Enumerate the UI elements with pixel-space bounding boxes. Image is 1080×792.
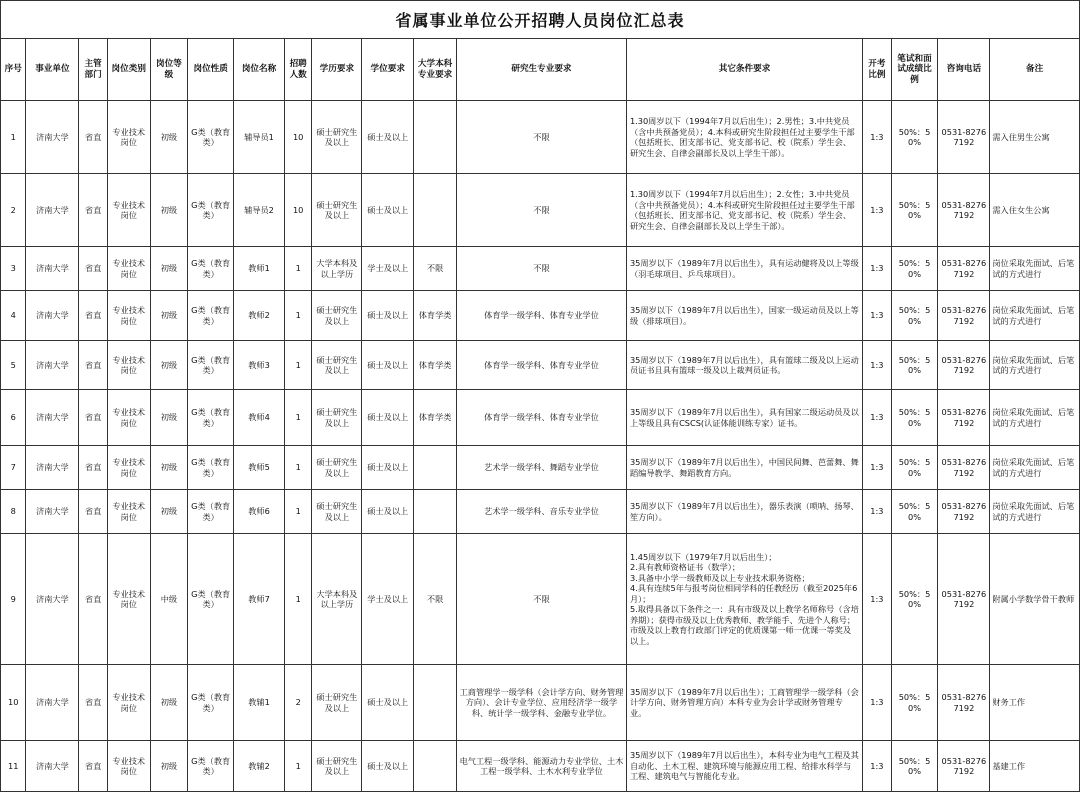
post-nature: G类（教育类） xyxy=(188,446,234,490)
condition-line: 35周岁以下（1989年7月以后出生），本科专业为电气工程及其自动化、土木工程、建筑环境与能源应用工程、给排水科学与工程、建筑电气与智能化专业。 xyxy=(629,750,859,782)
post-level: 初级 xyxy=(150,174,188,247)
remark: 基建工作 xyxy=(990,741,1080,792)
post-category: 专业技术岗位 xyxy=(107,741,150,792)
undergrad-major xyxy=(414,741,457,792)
condition-line: 4.具有连续5年与报考岗位相同学科的任教经历（截至2025年6月）； xyxy=(629,583,858,604)
contact-phone: 0531-82767192 xyxy=(938,390,990,446)
post-level: 初级 xyxy=(150,741,188,792)
department: 省直 xyxy=(79,390,108,446)
score-ratio: 50%：50% xyxy=(891,490,938,534)
exam-ratio: 1:3 xyxy=(863,174,892,247)
education-req: 硕士研究生及以上 xyxy=(312,741,362,792)
table-row xyxy=(1,174,1080,247)
exam-ratio: 1:3 xyxy=(863,390,892,446)
postgrad-major: 电气工程一级学科、能源动力专业学位、土木工程一级学科、土木水利专业学位 xyxy=(456,741,626,792)
unit-name: 济南大学 xyxy=(26,446,79,490)
other-conditions xyxy=(626,741,862,792)
header-cell: 研究生专业要求 xyxy=(456,39,626,101)
header-cell: 岗位性质 xyxy=(188,39,234,101)
exam-ratio: 1:3 xyxy=(863,534,892,665)
post-category: 专业技术岗位 xyxy=(107,247,150,291)
post-nature: G类（教育类） xyxy=(188,101,234,174)
post-name: 教师7 xyxy=(234,534,285,665)
hire-count: 10 xyxy=(284,174,311,247)
education-req: 硕士研究生及以上 xyxy=(312,341,362,390)
contact-phone: 0531-82767192 xyxy=(938,534,990,665)
post-name: 教师3 xyxy=(234,341,285,390)
post-category: 专业技术岗位 xyxy=(107,341,150,390)
post-category: 专业技术岗位 xyxy=(107,390,150,446)
header-cell: 开考比例 xyxy=(863,39,892,101)
unit-name: 济南大学 xyxy=(26,291,79,341)
hire-count: 1 xyxy=(284,446,311,490)
post-category: 专业技术岗位 xyxy=(107,174,150,247)
row-number: 10 xyxy=(1,665,26,741)
other-conditions xyxy=(626,534,862,665)
department: 省直 xyxy=(79,665,108,741)
education-req: 硕士研究生及以上 xyxy=(312,390,362,446)
header-cell: 学位要求 xyxy=(362,39,414,101)
remark: 财务工作 xyxy=(990,665,1080,741)
other-conditions xyxy=(626,390,862,446)
unit-name: 济南大学 xyxy=(26,247,79,291)
score-ratio: 50%：50% xyxy=(891,534,938,665)
hire-count: 1 xyxy=(284,741,311,792)
post-level: 中级 xyxy=(150,534,188,665)
degree-req: 学士及以上 xyxy=(362,247,414,291)
remark: 需入住女生公寓 xyxy=(990,174,1080,247)
header-cell: 其它条件要求 xyxy=(626,39,862,101)
postgrad-major: 不限 xyxy=(456,174,626,247)
hire-count: 1 xyxy=(284,490,311,534)
recruitment-table xyxy=(0,38,1080,792)
post-name: 教辅2 xyxy=(234,741,285,792)
post-nature: G类（教育类） xyxy=(188,247,234,291)
hire-count: 1 xyxy=(284,341,311,390)
undergrad-major xyxy=(414,490,457,534)
department: 省直 xyxy=(79,291,108,341)
post-category: 专业技术岗位 xyxy=(107,665,150,741)
education-req: 大学本科及以上学历 xyxy=(312,247,362,291)
condition-line: 35周岁以下（1989年7月以后出生），具有国家二级运动员及以上等级且具有CSCS(认证体能训练专家）证书。 xyxy=(629,407,859,428)
contact-phone: 0531-82767192 xyxy=(938,101,990,174)
postgrad-major: 艺术学一级学科、音乐专业学位 xyxy=(456,490,626,534)
post-level: 初级 xyxy=(150,446,188,490)
post-level: 初级 xyxy=(150,341,188,390)
unit-name: 济南大学 xyxy=(26,741,79,792)
undergrad-major: 体育学类 xyxy=(414,341,457,390)
exam-ratio: 1:3 xyxy=(863,101,892,174)
table-body xyxy=(1,101,1080,792)
unit-name: 济南大学 xyxy=(26,490,79,534)
education-req: 硕士研究生及以上 xyxy=(312,174,362,247)
condition-line: 5.取得具备以下条件之一：具有市级及以上教学名师称号（含培养期）；获得市级及以上优秀教师、教学能手、先进个人称号；市级及以上教育行政部门评定的优质课第一师一优课一等奖及以上。 xyxy=(629,604,859,646)
postgrad-major: 不限 xyxy=(456,247,626,291)
education-req: 大学本科及以上学历 xyxy=(312,534,362,665)
contact-phone: 0531-82767192 xyxy=(938,490,990,534)
table-row xyxy=(1,490,1080,534)
education-req: 硕士研究生及以上 xyxy=(312,665,362,741)
undergrad-major: 不限 xyxy=(414,247,457,291)
row-number: 5 xyxy=(1,341,26,390)
table-row xyxy=(1,446,1080,490)
post-nature: G类（教育类） xyxy=(188,534,234,665)
condition-line: 35周岁以下（1989年7月以后出生），中国民间舞、芭蕾舞、舞蹈编导教学、舞蹈教育方向。 xyxy=(629,457,859,478)
row-number: 4 xyxy=(1,291,26,341)
remark: 岗位采取先面试、后笔试的方式进行 xyxy=(990,247,1080,291)
remark: 附属小学数学骨干教师 xyxy=(990,534,1080,665)
post-nature: G类（教育类） xyxy=(188,341,234,390)
department: 省直 xyxy=(79,741,108,792)
condition-line: 35周岁以下（1989年7月以后出生），具有篮球二级及以上运动员证书且具有篮球一级及以上裁判员证书。 xyxy=(629,354,859,375)
exam-ratio: 1:3 xyxy=(863,341,892,390)
post-name: 教师6 xyxy=(234,490,285,534)
score-ratio: 50%：50% xyxy=(891,446,938,490)
hire-count: 2 xyxy=(284,665,311,741)
education-req: 硕士研究生及以上 xyxy=(312,101,362,174)
row-number: 1 xyxy=(1,101,26,174)
table-title: 省属事业单位公开招聘人员岗位汇总表 xyxy=(0,0,1080,38)
other-conditions xyxy=(626,665,862,741)
remark: 岗位采取先面试、后笔试的方式进行 xyxy=(990,490,1080,534)
row-number: 6 xyxy=(1,390,26,446)
post-name: 教师2 xyxy=(234,291,285,341)
score-ratio: 50%：50% xyxy=(891,390,938,446)
header-cell: 主管部门 xyxy=(79,39,108,101)
post-name: 教师5 xyxy=(234,446,285,490)
condition-line: 35周岁以下（1989年7月以后出生），国家一级运动员及以上等级（排球项目）。 xyxy=(629,305,859,326)
header-cell: 咨询电话 xyxy=(938,39,990,101)
table-row xyxy=(1,341,1080,390)
post-name: 教师4 xyxy=(234,390,285,446)
post-level: 初级 xyxy=(150,490,188,534)
score-ratio: 50%：50% xyxy=(891,101,938,174)
exam-ratio: 1:3 xyxy=(863,247,892,291)
undergrad-major: 不限 xyxy=(414,534,457,665)
contact-phone: 0531-82767192 xyxy=(938,174,990,247)
post-category: 专业技术岗位 xyxy=(107,101,150,174)
remark: 岗位采取先面试、后笔试的方式进行 xyxy=(990,291,1080,341)
postgrad-major: 体育学一级学科、体育专业学位 xyxy=(456,390,626,446)
row-number: 2 xyxy=(1,174,26,247)
row-number: 8 xyxy=(1,490,26,534)
unit-name: 济南大学 xyxy=(26,341,79,390)
remark: 需入住男生公寓 xyxy=(990,101,1080,174)
condition-line: 3.具备中小学一级教师及以上专业技术职务资格； xyxy=(629,572,810,583)
remark: 岗位采取先面试、后笔试的方式进行 xyxy=(990,390,1080,446)
post-level: 初级 xyxy=(150,665,188,741)
postgrad-major: 体育学一级学科、体育专业学位 xyxy=(456,291,626,341)
degree-req: 硕士及以上 xyxy=(362,741,414,792)
row-number: 7 xyxy=(1,446,26,490)
unit-name: 济南大学 xyxy=(26,101,79,174)
undergrad-major xyxy=(414,446,457,490)
undergrad-major: 体育学类 xyxy=(414,291,457,341)
table-row xyxy=(1,534,1080,665)
department: 省直 xyxy=(79,101,108,174)
degree-req: 硕士及以上 xyxy=(362,101,414,174)
score-ratio: 50%：50% xyxy=(891,665,938,741)
department: 省直 xyxy=(79,446,108,490)
table-row xyxy=(1,741,1080,792)
contact-phone: 0531-82767192 xyxy=(938,446,990,490)
other-conditions xyxy=(626,247,862,291)
condition-line: 35周岁以下（1989年7月以后出生）；工商管理学一级学科（会计学方向、财务管理方向）本科专业为会计学或财务管理专业。 xyxy=(629,686,859,718)
condition-line: 35周岁以下（1989年7月以后出生），具有运动健将及以上等级（羽毛球项目、乒乓球项目）。 xyxy=(629,258,859,279)
hire-count: 10 xyxy=(284,101,311,174)
header-cell: 岗位等级 xyxy=(150,39,188,101)
degree-req: 硕士及以上 xyxy=(362,490,414,534)
remark: 岗位采取先面试、后笔试的方式进行 xyxy=(990,446,1080,490)
other-conditions xyxy=(626,291,862,341)
post-category: 专业技术岗位 xyxy=(107,490,150,534)
post-name: 教师1 xyxy=(234,247,285,291)
post-name: 辅导员2 xyxy=(234,174,285,247)
postgrad-major: 体育学一级学科、体育专业学位 xyxy=(456,341,626,390)
undergrad-major xyxy=(414,174,457,247)
contact-phone: 0531-82767192 xyxy=(938,741,990,792)
education-req: 硕士研究生及以上 xyxy=(312,446,362,490)
table-row xyxy=(1,101,1080,174)
exam-ratio: 1:3 xyxy=(863,665,892,741)
degree-req: 硕士及以上 xyxy=(362,341,414,390)
condition-line: 1.30周岁以下（1994年7月以后出生）；2.男性；3.中共党员（含中共预备党员）；4.本科或研究生阶段担任过主要学生干部（包括班长、团支部书记、党支部书记、校（院系）学生会、研究生会、自律会副部长及以上学生干部）。 xyxy=(629,116,855,158)
post-level: 初级 xyxy=(150,390,188,446)
unit-name: 济南大学 xyxy=(26,174,79,247)
degree-req: 硕士及以上 xyxy=(362,174,414,247)
undergrad-major: 体育学类 xyxy=(414,390,457,446)
postgrad-major: 不限 xyxy=(456,534,626,665)
condition-line: 1.45周岁以下（1979年7月以后出生）； xyxy=(629,551,777,562)
unit-name: 济南大学 xyxy=(26,665,79,741)
unit-name: 济南大学 xyxy=(26,390,79,446)
table-row xyxy=(1,247,1080,291)
post-name: 教辅1 xyxy=(234,665,285,741)
header-cell: 笔试和面试成绩比例 xyxy=(891,39,938,101)
contact-phone: 0531-82767192 xyxy=(938,341,990,390)
row-number: 9 xyxy=(1,534,26,665)
post-level: 初级 xyxy=(150,291,188,341)
exam-ratio: 1:3 xyxy=(863,291,892,341)
post-category: 专业技术岗位 xyxy=(107,446,150,490)
post-nature: G类（教育类） xyxy=(188,291,234,341)
post-nature: G类（教育类） xyxy=(188,665,234,741)
education-req: 硕士研究生及以上 xyxy=(312,490,362,534)
degree-req: 学士及以上 xyxy=(362,534,414,665)
score-ratio: 50%：50% xyxy=(891,291,938,341)
department: 省直 xyxy=(79,174,108,247)
exam-ratio: 1:3 xyxy=(863,446,892,490)
table-row xyxy=(1,390,1080,446)
score-ratio: 50%：50% xyxy=(891,741,938,792)
education-req: 硕士研究生及以上 xyxy=(312,291,362,341)
department: 省直 xyxy=(79,534,108,665)
department: 省直 xyxy=(79,490,108,534)
degree-req: 硕士及以上 xyxy=(362,390,414,446)
post-level: 初级 xyxy=(150,101,188,174)
post-nature: G类（教育类） xyxy=(188,390,234,446)
score-ratio: 50%：50% xyxy=(891,247,938,291)
header-cell: 岗位名称 xyxy=(234,39,285,101)
header-row xyxy=(1,39,1080,101)
contact-phone: 0531-82767192 xyxy=(938,291,990,341)
table-row xyxy=(1,291,1080,341)
other-conditions xyxy=(626,490,862,534)
other-conditions xyxy=(626,341,862,390)
postgrad-major: 艺术学一级学科、舞蹈专业学位 xyxy=(456,446,626,490)
undergrad-major xyxy=(414,665,457,741)
header-cell: 岗位类别 xyxy=(107,39,150,101)
condition-line: 1.30周岁以下（1994年7月以后出生）；2.女性；3.中共党员（含中共预备党员）；4.本科或研究生阶段担任过主要学生干部（包括班长、团支部书记、党支部书记、校（院系）学生会、研究生会、自律会副部长及以上学生干部）。 xyxy=(629,189,855,231)
exam-ratio: 1:3 xyxy=(863,490,892,534)
exam-ratio: 1:3 xyxy=(863,741,892,792)
post-level: 初级 xyxy=(150,247,188,291)
score-ratio: 50%：50% xyxy=(891,174,938,247)
post-nature: G类（教育类） xyxy=(188,174,234,247)
unit-name: 济南大学 xyxy=(26,534,79,665)
postgrad-major: 不限 xyxy=(456,101,626,174)
contact-phone: 0531-82767192 xyxy=(938,247,990,291)
post-nature: G类（教育类） xyxy=(188,490,234,534)
other-conditions xyxy=(626,446,862,490)
header-cell: 大学本科专业要求 xyxy=(414,39,457,101)
post-category: 专业技术岗位 xyxy=(107,291,150,341)
row-number: 3 xyxy=(1,247,26,291)
department: 省直 xyxy=(79,247,108,291)
remark: 岗位采取先面试、后笔试的方式进行 xyxy=(990,341,1080,390)
contact-phone: 0531-82767192 xyxy=(938,665,990,741)
degree-req: 硕士及以上 xyxy=(362,446,414,490)
header-cell: 招聘人数 xyxy=(284,39,311,101)
hire-count: 1 xyxy=(284,534,311,665)
department: 省直 xyxy=(79,341,108,390)
condition-line: 2.具有教师资格证书（数学）； xyxy=(629,562,741,573)
header-cell: 学历要求 xyxy=(312,39,362,101)
undergrad-major xyxy=(414,101,457,174)
post-nature: G类（教育类） xyxy=(188,741,234,792)
degree-req: 硕士及以上 xyxy=(362,665,414,741)
header-cell: 事业单位 xyxy=(26,39,79,101)
hire-count: 1 xyxy=(284,390,311,446)
hire-count: 1 xyxy=(284,247,311,291)
condition-line: 35周岁以下（1989年7月以后出生），器乐表演（唢呐、扬琴、笙方向）。 xyxy=(629,501,859,522)
header-cell: 备注 xyxy=(990,39,1080,101)
score-ratio: 50%：50% xyxy=(891,341,938,390)
other-conditions xyxy=(626,174,862,247)
postgrad-major: 工商管理学一级学科（会计学方向、财务管理方向）、会计专业学位、应用经济学一级学科、统计学一级学科、金融专业学位。 xyxy=(456,665,626,741)
header-cell: 序号 xyxy=(1,39,26,101)
table-row xyxy=(1,665,1080,741)
other-conditions xyxy=(626,101,862,174)
hire-count: 1 xyxy=(284,291,311,341)
row-number: 11 xyxy=(1,741,26,792)
post-category: 专业技术岗位 xyxy=(107,534,150,665)
degree-req: 硕士及以上 xyxy=(362,291,414,341)
post-name: 辅导员1 xyxy=(234,101,285,174)
